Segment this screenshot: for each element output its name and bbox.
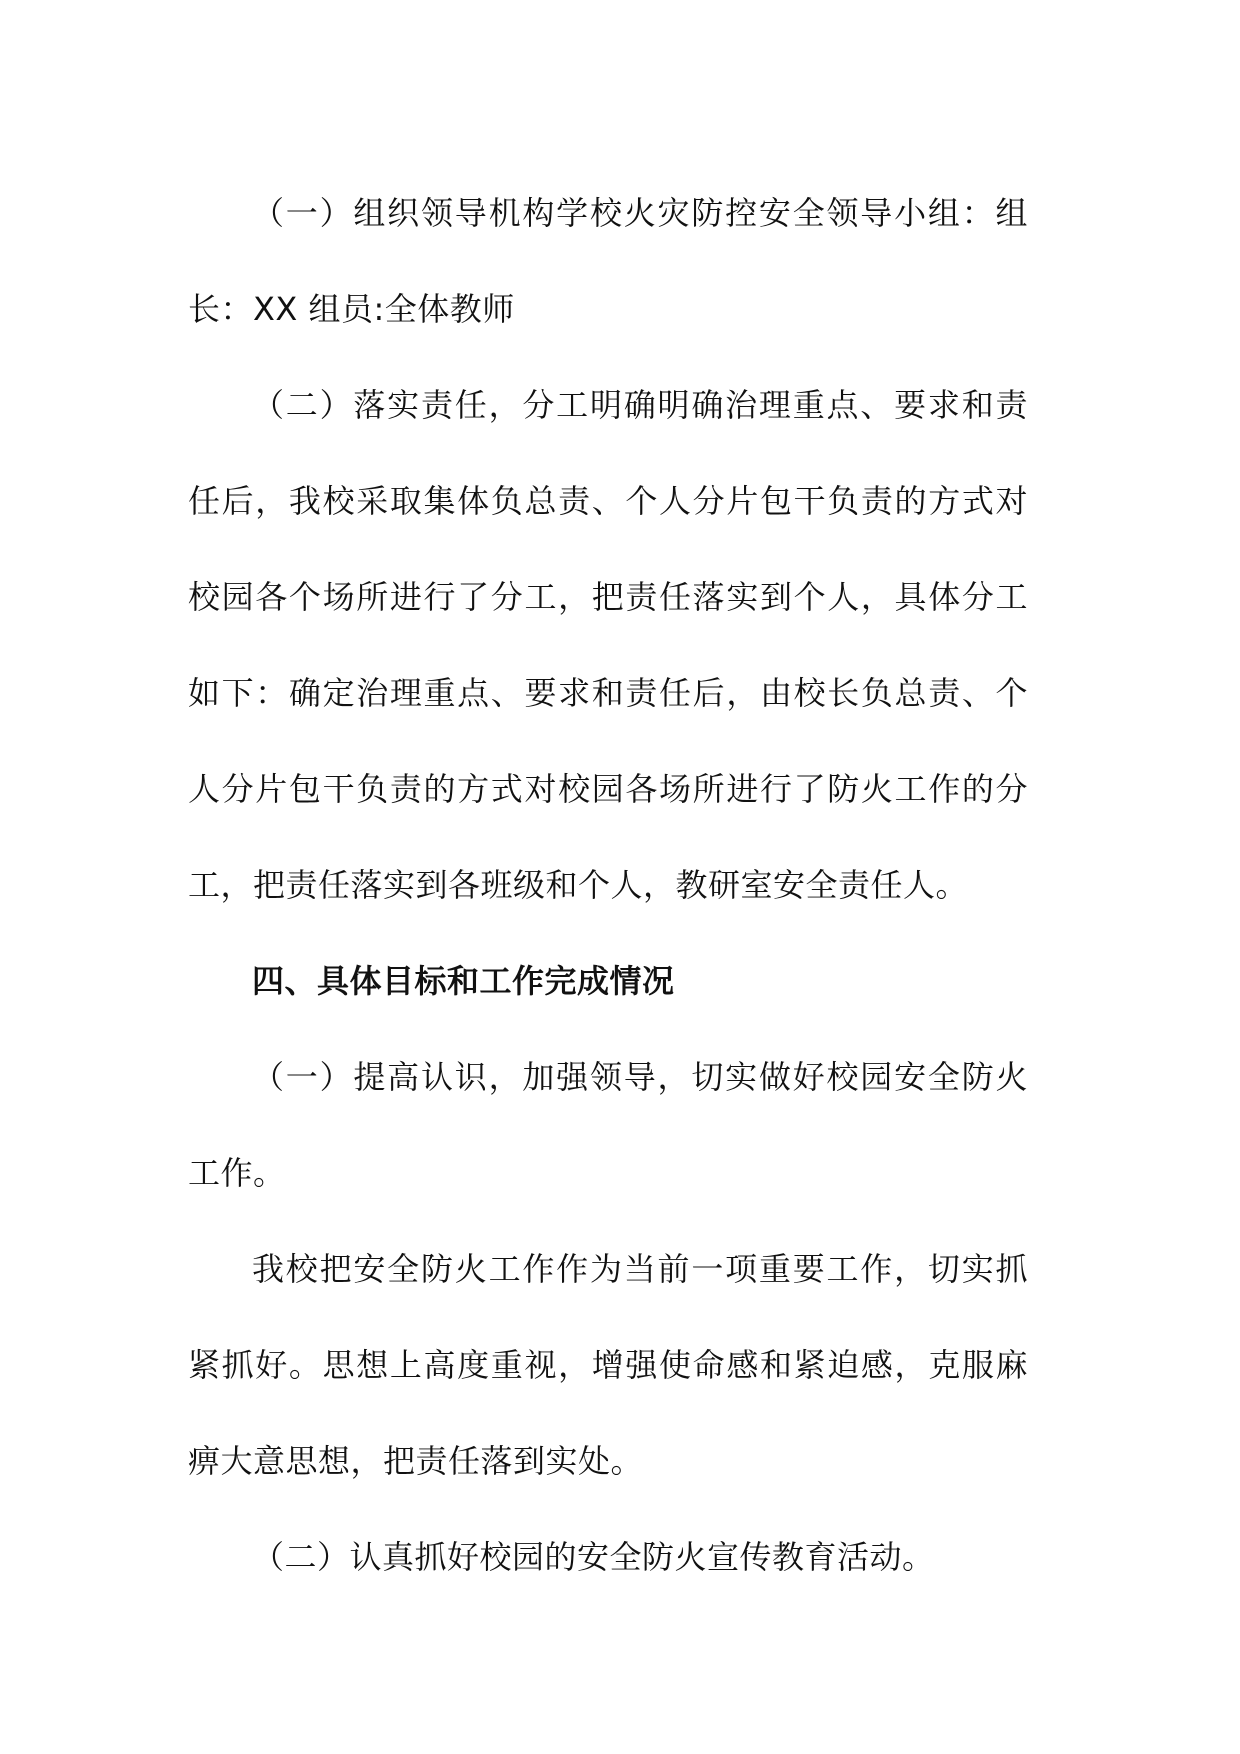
paragraph-education: （二）认真抓好校园的安全防火宣传教育活动。 [252,1538,935,1576]
paragraph-awareness: （一）提高认识，加强领导，切实做好校园安全防火工作。 [188,1058,1028,1192]
document-page [188,165,1028,1605]
paragraph-responsibility: （二）落实责任，分工明确明确治理重点、要求和责任后，我校采取集体负总责、个人分片包干负责的方式对校园各个场所进行了分工，把责任落实到个人，具体分工如下：确定治理重点、要求和责任后，由校长负总责、个人分片包干负责的方式对校园各场所进行了防火工作的分工，把责任落实到各班级和个人，教研室安全责任人。 [188,386,1028,904]
paragraph-org-structure: （一）组织领导机构学校火灾防控安全领导小组：组长：XX 组员:全体教师 [188,194,1028,328]
paragraph-awareness-body: 我校把安全防火工作作为当前一项重要工作，切实抓紧抓好。思想上高度重视，增强使命感和紧迫感，克服麻痹大意思想，把责任落到实处。 [188,1250,1028,1480]
section-heading: 四、具体目标和工作完成情况 [252,962,675,1000]
